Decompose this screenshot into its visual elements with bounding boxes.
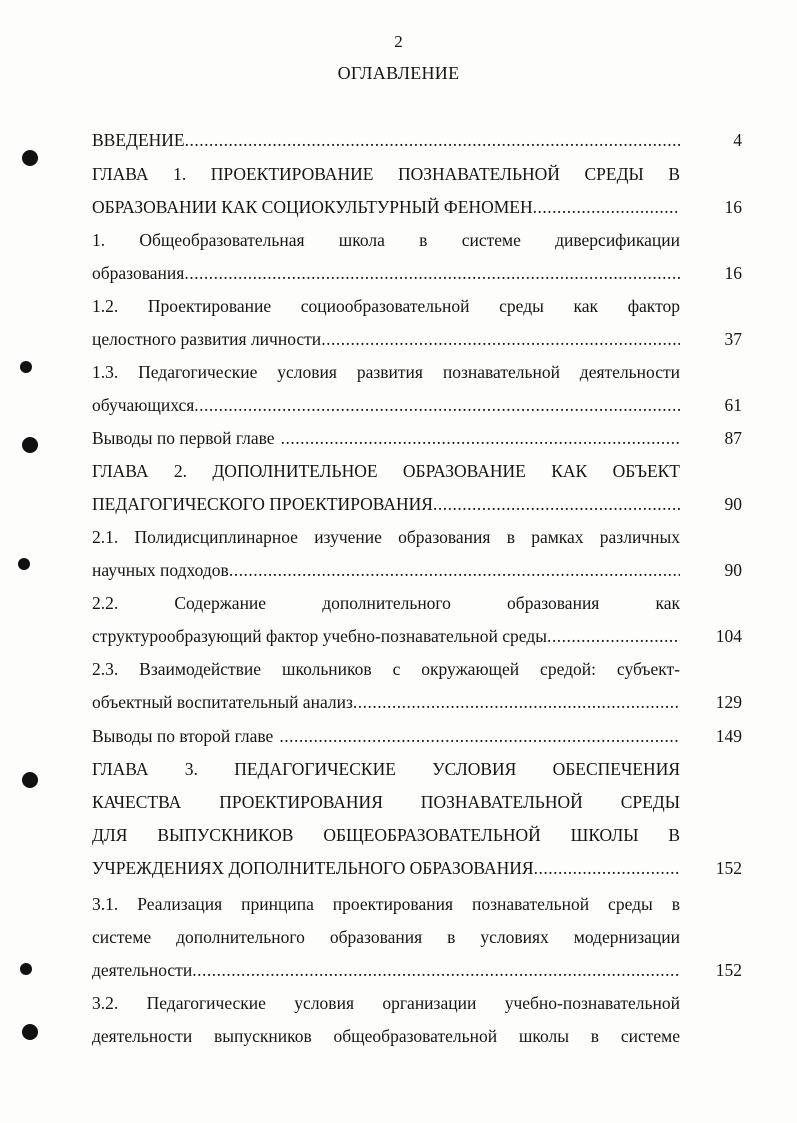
- toc-entry-text: УЧРЕЖДЕНИЯХ ДОПОЛНИТЕЛЬНОГО ОБРАЗОВАНИЯ: [92, 858, 534, 878]
- binder-hole: [22, 772, 38, 788]
- toc-entry-text: деятельности: [92, 960, 193, 980]
- leader-dots: [353, 690, 680, 714]
- toc-entry-text: ГЛАВА 3. ПЕДАГОГИЧЕСКИЕ УСЛОВИЯ ОБЕСПЕЧЕНИЯ: [92, 759, 680, 779]
- toc-entry-text: Выводы по первой главе: [92, 428, 275, 448]
- toc-entry-text: 1.3. Педагогические условия развития познавательной деятельности: [92, 362, 680, 382]
- leader-dots: [433, 492, 680, 516]
- toc-entry-text: ГЛАВА 1. ПРОЕКТИРОВАНИЕ ПОЗНАВАТЕЛЬНОЙ СРЕДЫ В: [92, 164, 680, 184]
- toc-page-number: 152: [715, 960, 742, 980]
- toc-entry-text: научных подходов: [92, 560, 229, 580]
- toc-page-number: 16: [724, 263, 742, 283]
- toc-entry-text: 3.2. Педагогические условия организации учебно-познавательной: [92, 993, 680, 1013]
- page-title: ОГЛАВЛЕНИЕ: [337, 63, 460, 83]
- binder-hole: [20, 361, 32, 373]
- toc-page-number: 129: [715, 692, 742, 712]
- leader-dots: [229, 558, 680, 582]
- binder-hole: [22, 437, 38, 453]
- toc-entry-text: ВВЕДЕНИЕ: [92, 130, 185, 150]
- leader-dots: [194, 393, 680, 417]
- toc-entry-text: КАЧЕСТВА ПРОЕКТИРОВАНИЯ ПОЗНАВАТЕЛЬНОЙ СРЕДЫ: [92, 792, 680, 812]
- toc-entry-text: системе дополнительного образования в условиях модернизации: [92, 927, 680, 947]
- toc-entry-text: ОБРАЗОВАНИИ КАК СОЦИОКУЛЬТУРНЫЙ ФЕНОМЕН: [92, 197, 533, 217]
- toc-entry-text: Выводы по второй главе: [92, 726, 274, 746]
- toc-entry-text: ГЛАВА 2. ДОПОЛНИТЕЛЬНОЕ ОБРАЗОВАНИЕ КАК ОБЪЕКТ: [92, 461, 680, 481]
- leader-dots: [184, 261, 680, 285]
- toc-page-number: 61: [724, 395, 742, 415]
- leader-dots: [533, 195, 680, 219]
- toc-entry-text: ДЛЯ ВЫПУСКНИКОВ ОБЩЕОБРАЗОВАТЕЛЬНОЙ ШКОЛЫ В: [92, 825, 680, 845]
- toc-entry-text: структурообразующий фактор учебно-познавательной среды: [92, 626, 547, 646]
- toc-entry-text: обучающихся: [92, 395, 195, 415]
- page-number: 2: [394, 32, 403, 51]
- leader-dots: [547, 624, 680, 648]
- leader-dots: [321, 327, 680, 351]
- binder-hole: [18, 558, 30, 570]
- toc-page-number: 90: [724, 560, 742, 580]
- toc-entry-text: 1. Общеобразовательная школа в системе диверсификации: [92, 230, 680, 250]
- toc-page-number: 104: [715, 626, 742, 646]
- toc-page-number: 16: [724, 197, 742, 217]
- toc-page-number: 4: [733, 130, 742, 150]
- toc-entry-text: объектный воспитательный анализ: [92, 692, 353, 712]
- toc-page-number: 149: [715, 726, 742, 746]
- toc-entry-text: деятельности выпускников общеобразовательной школы в системе: [92, 1026, 680, 1046]
- toc-entry-text: ПЕДАГОГИЧЕСКОГО ПРОЕКТИРОВАНИЯ: [92, 494, 433, 514]
- toc-page-number: 87: [724, 428, 742, 448]
- leader-dots: [192, 958, 680, 982]
- binder-hole: [22, 1024, 38, 1040]
- leader-dots: [281, 426, 680, 450]
- toc-page-number: 37: [724, 329, 742, 349]
- binder-hole: [22, 150, 38, 166]
- toc-entry-text: 1.2. Проектирование социообразовательной среды как фактор: [92, 296, 680, 316]
- toc-entry-text: образования: [92, 263, 185, 283]
- leader-dots: [279, 724, 680, 748]
- toc-entry-text: 2.3. Взаимодействие школьников с окружающей средой: субъект-: [92, 659, 680, 679]
- toc-entry-text: целостного развития личности: [92, 329, 322, 349]
- binder-hole: [20, 963, 32, 975]
- toc-entry-text: 2.2. Содержание дополнительного образования как: [92, 593, 680, 613]
- toc-entry-text: 3.1. Реализация принципа проектирования познавательной среды в: [92, 894, 680, 914]
- toc-entry-text: 2.1. Полидисциплинарное изучение образования в рамках различных: [92, 527, 680, 547]
- leader-dots: [185, 128, 680, 152]
- toc-page-number: 90: [724, 494, 742, 514]
- toc-page-number: 152: [715, 858, 742, 878]
- leader-dots: [534, 856, 680, 880]
